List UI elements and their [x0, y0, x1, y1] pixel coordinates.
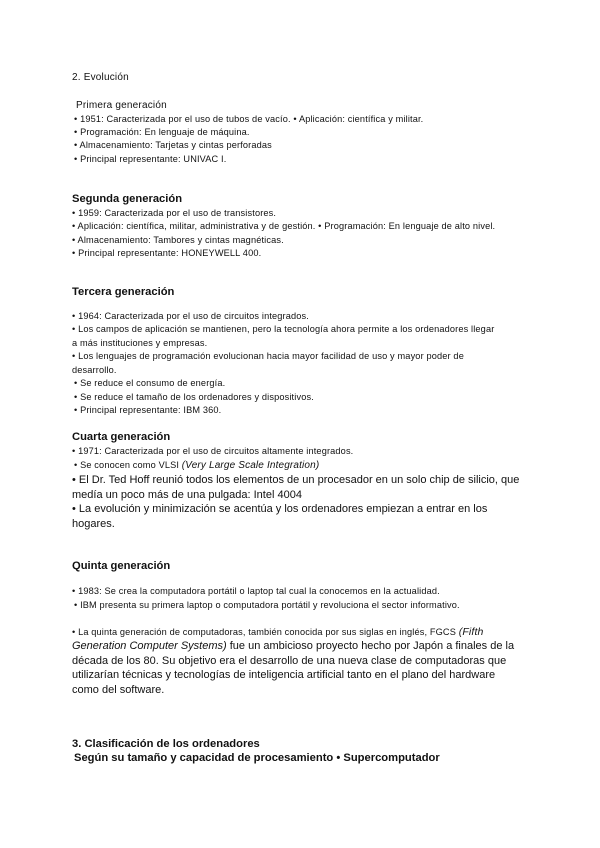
- section3-subtitle: Según su tamaño y capacidad de procesamiento • Supercomputador: [74, 752, 440, 764]
- gen1-item: • Programación: En lenguaje de máquina.: [74, 127, 250, 137]
- gen5-item: [72, 640, 514, 653]
- gen5-item: [72, 626, 484, 638]
- gen5-item: década de los 80. Su objetivo era el desarrollo de una nueva clase de computadoras que: [72, 655, 507, 667]
- gen5-item: como del software.: [72, 684, 165, 696]
- gen5-item: • 1983: Se crea la computadora portátil o laptop tal cual la conocemos en la actualidad.: [72, 586, 440, 596]
- gen1-item: • 1951: Caracterizada por el uso de tubos de vacío. • Aplicación: científica y militar.: [74, 114, 424, 124]
- gen3-item: desarrollo.: [72, 365, 117, 375]
- gen5-item-italic: (Fifth: [458, 626, 484, 638]
- gen3-item: • Los lenguajes de programación evolucionan hacia mayor facilidad de uso y mayor poder de: [72, 351, 464, 361]
- gen2-title: Segunda generación: [72, 193, 183, 205]
- gen3-item: • Se reduce el tamaño de los ordenadores y dispositivos.: [74, 392, 314, 402]
- gen2-item: • Aplicación: científica, militar, administrativa y de gestión. • Programación: En lenguaje de alto nivel.: [72, 221, 496, 231]
- gen3-item: • Los campos de aplicación se mantienen, pero la tecnología ahora permite a los ordenadores llegar: [72, 324, 495, 334]
- gen4-item: [74, 460, 319, 472]
- gen4-item: hogares.: [72, 518, 115, 530]
- gen4-item: • La evolución y minimización se acentúa y los ordenadores empiezan a entrar en los: [72, 503, 488, 515]
- gen5-item: utilizarían técnicas y tecnologías de inteligencia artificial tanto en el plano del hardware: [72, 669, 496, 681]
- gen2-item: • Almacenamiento: Tambores y cintas magnéticas.: [72, 235, 284, 245]
- gen3-item: • 1964: Caracterizada por el uso de circuitos integrados.: [72, 311, 309, 321]
- section-title-evolution: 2. Evolución: [72, 72, 129, 83]
- gen1-title: Primera generación: [76, 100, 167, 111]
- gen5-item-text: fue un ambicioso proyecto hecho por Japón a finales de la: [226, 640, 515, 652]
- gen4-item: • El Dr. Ted Hoff reunió todos los elementos de un procesador en un solo chip de silicio, que: [72, 474, 520, 486]
- gen1-item: • Almacenamiento: Tarjetas y cintas perforadas: [74, 140, 272, 150]
- gen5-item-text: • La quinta generación de computadoras, también conocida por sus siglas en inglés, FGCS: [72, 627, 459, 637]
- gen5-item: • IBM presenta su primera laptop o computadora portátil y revoluciona el sector informativo.: [74, 600, 460, 610]
- gen3-item: a más instituciones y empresas.: [72, 338, 208, 348]
- gen5-title: Quinta generación: [72, 560, 171, 572]
- gen2-item: • 1959: Caracterizada por el uso de transistores.: [72, 208, 277, 218]
- gen3-title: Tercera generación: [72, 286, 175, 298]
- gen2-item: • Principal representante: HONEYWELL 400.: [72, 248, 262, 258]
- gen4-title: Cuarta generación: [72, 431, 171, 443]
- gen3-item: • Principal representante: IBM 360.: [74, 405, 222, 415]
- gen4-item-text: • Se conocen como VLSI: [74, 460, 182, 470]
- gen3-item: • Se reduce el consumo de energía.: [74, 378, 226, 388]
- gen1-item: • Principal representante: UNIVAC I.: [74, 154, 227, 164]
- gen4-item-italic: (Very Large Scale Integration): [181, 460, 320, 471]
- gen4-item: medía un poco más de una pulgada: Intel 4004: [72, 489, 302, 501]
- gen4-item: • 1971: Caracterizada por el uso de circuitos altamente integrados.: [72, 446, 354, 456]
- section3-title: 3. Clasificación de los ordenadores: [72, 738, 260, 750]
- gen5-item-italic: Generation Computer Systems): [72, 640, 227, 652]
